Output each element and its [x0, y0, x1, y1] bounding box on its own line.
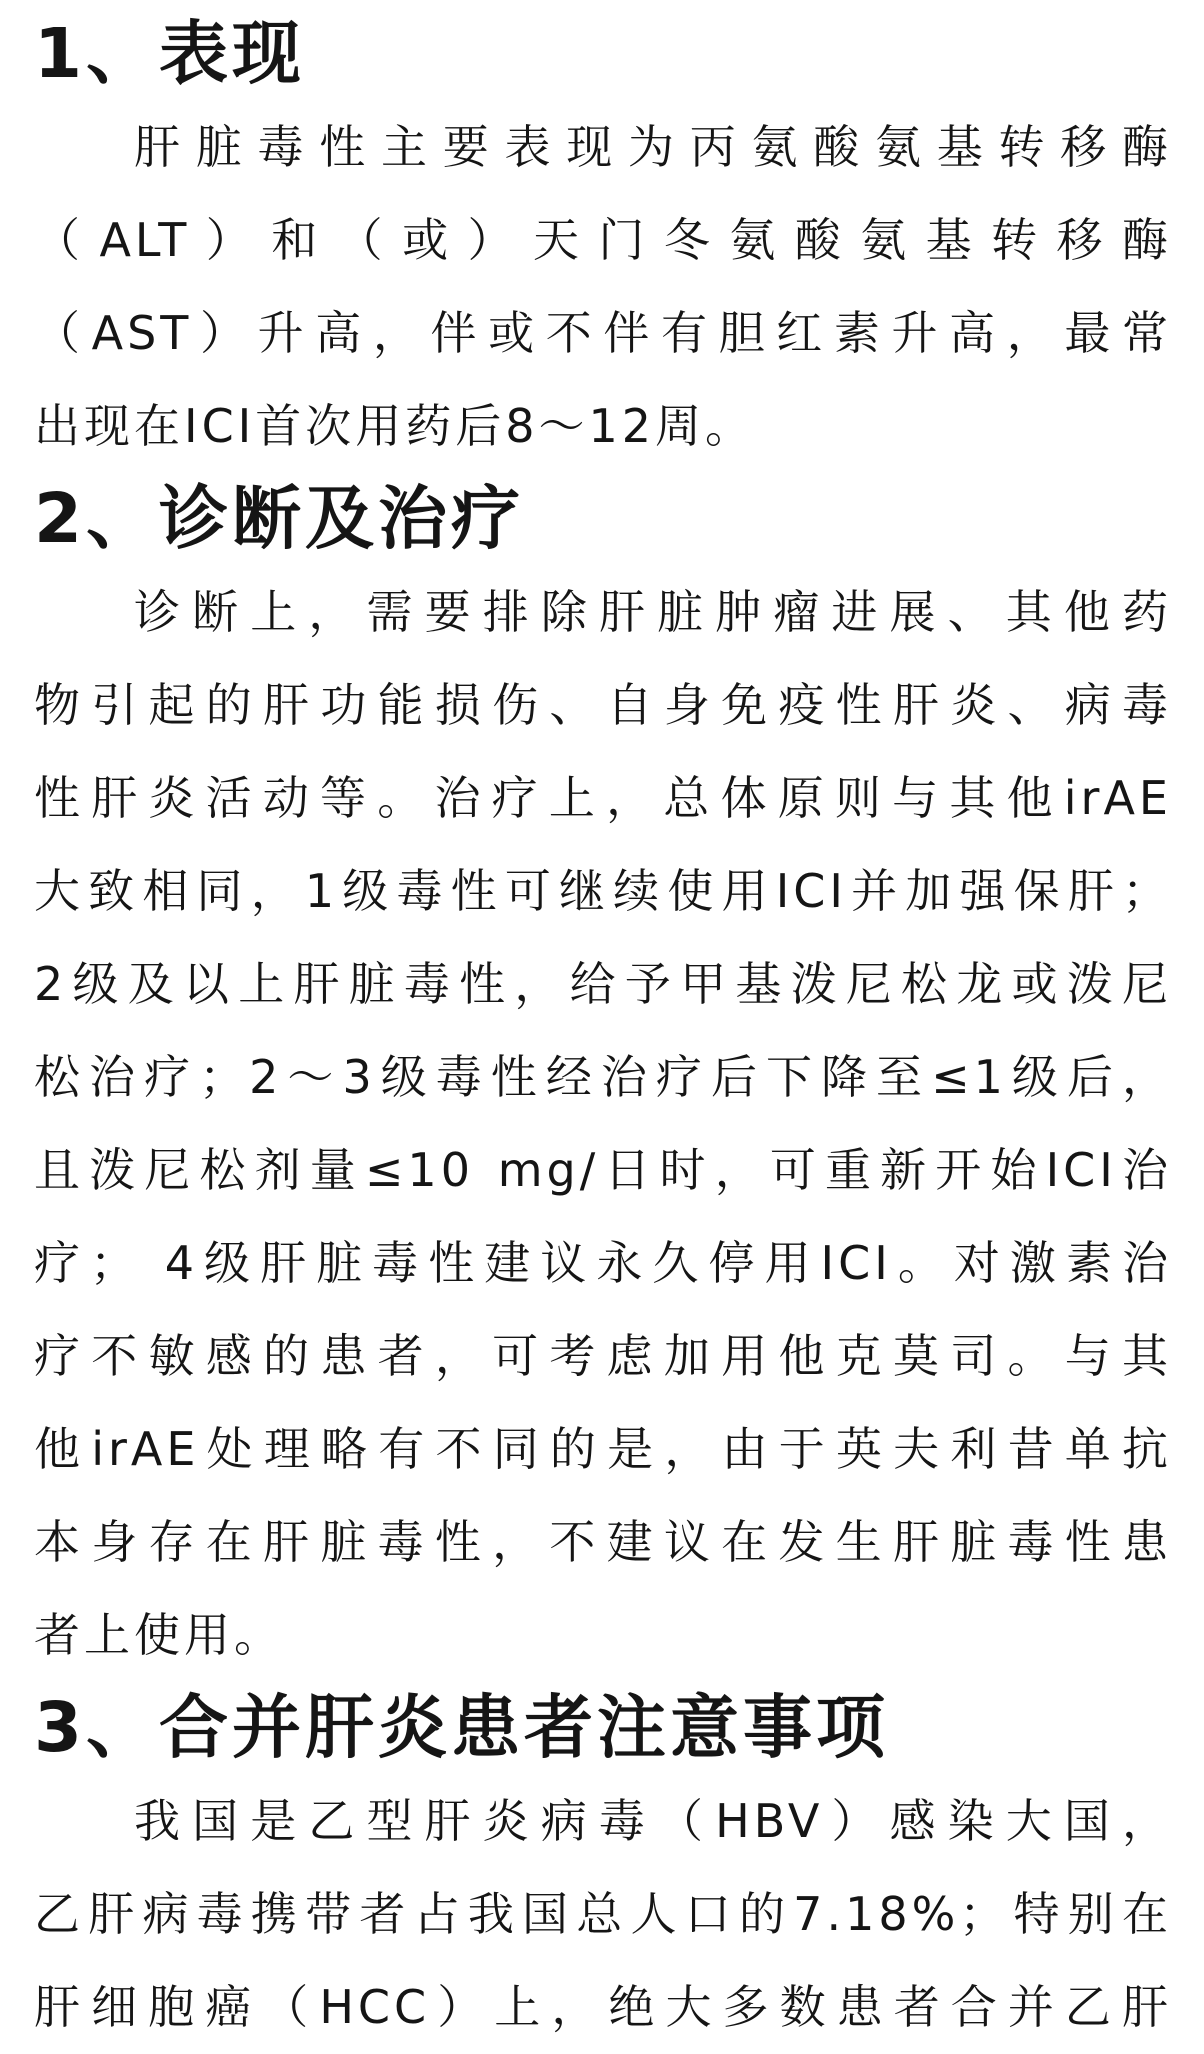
- paragraph-line: 疗； 4级肝脏毒性建议永久停用ICI。对激素治: [34, 1236, 1172, 1290]
- paragraph-line: 且泼尼松剂量≤10 mg/日时，可重新开始ICI治: [34, 1143, 1172, 1197]
- paragraph-line: 物引起的肝功能损伤、自身免疫性肝炎、病毒: [34, 678, 1172, 732]
- paragraph-line: 他irAE处理略有不同的是，由于英夫利昔单抗: [34, 1422, 1172, 1476]
- paragraph-line: 本身存在肝脏毒性，不建议在发生肝脏毒性患: [34, 1515, 1172, 1569]
- section-1: [34, 8, 1172, 473]
- paragraph-line: 2级及以上肝脏毒性，给予甲基泼尼松龙或泼尼: [34, 957, 1172, 1011]
- paragraph-line: （AST）升高，伴或不伴有胆红素升高，最常: [34, 306, 1172, 360]
- paragraph-line: 我国是乙型肝炎病毒（HBV）感染大国，: [134, 1794, 1172, 1848]
- article-body: [34, 8, 1172, 2054]
- paragraph-line: 诊断上，需要排除肝脏肿瘤进展、其他药: [134, 585, 1172, 639]
- section-paragraph: [34, 101, 1172, 473]
- section-heading: 3、合并肝炎患者注意事项: [34, 1688, 890, 1768]
- paragraph-line: 肝细胞癌（HCC）上，绝大多数患者合并乙肝: [34, 1980, 1172, 2034]
- paragraph-line: 乙肝病毒携带者占我国总人口的7.18%；特别在: [34, 1887, 1172, 1941]
- paragraph-line: 疗不敏感的患者，可考虑加用他克莫司。与其: [34, 1329, 1172, 1383]
- paragraph-line: 性肝炎活动等。治疗上，总体原则与其他irAE: [34, 771, 1172, 825]
- paragraph-line: （ALT）和（或）天门冬氨酸氨基转移酶: [34, 213, 1172, 267]
- section-heading: 1、表现: [34, 14, 306, 94]
- section-paragraph: [34, 566, 1172, 1682]
- section-2: [34, 473, 1172, 1682]
- section-3: [34, 1682, 1172, 2054]
- paragraph-line: 大致相同，1级毒性可继续使用ICI并加强保肝；: [34, 864, 1172, 918]
- paragraph-line: 松治疗；2～3级毒性经治疗后下降至≤1级后，: [34, 1050, 1172, 1104]
- paragraph-line: 者上使用。: [34, 1608, 284, 1662]
- section-heading: 2、诊断及治疗: [34, 479, 525, 559]
- section-paragraph: [34, 1775, 1172, 2054]
- paragraph-line: 肝脏毒性主要表现为丙氨酸氨基转移酶: [134, 120, 1172, 174]
- paragraph-line: 出现在ICI首次用药后8～12周。: [34, 399, 756, 453]
